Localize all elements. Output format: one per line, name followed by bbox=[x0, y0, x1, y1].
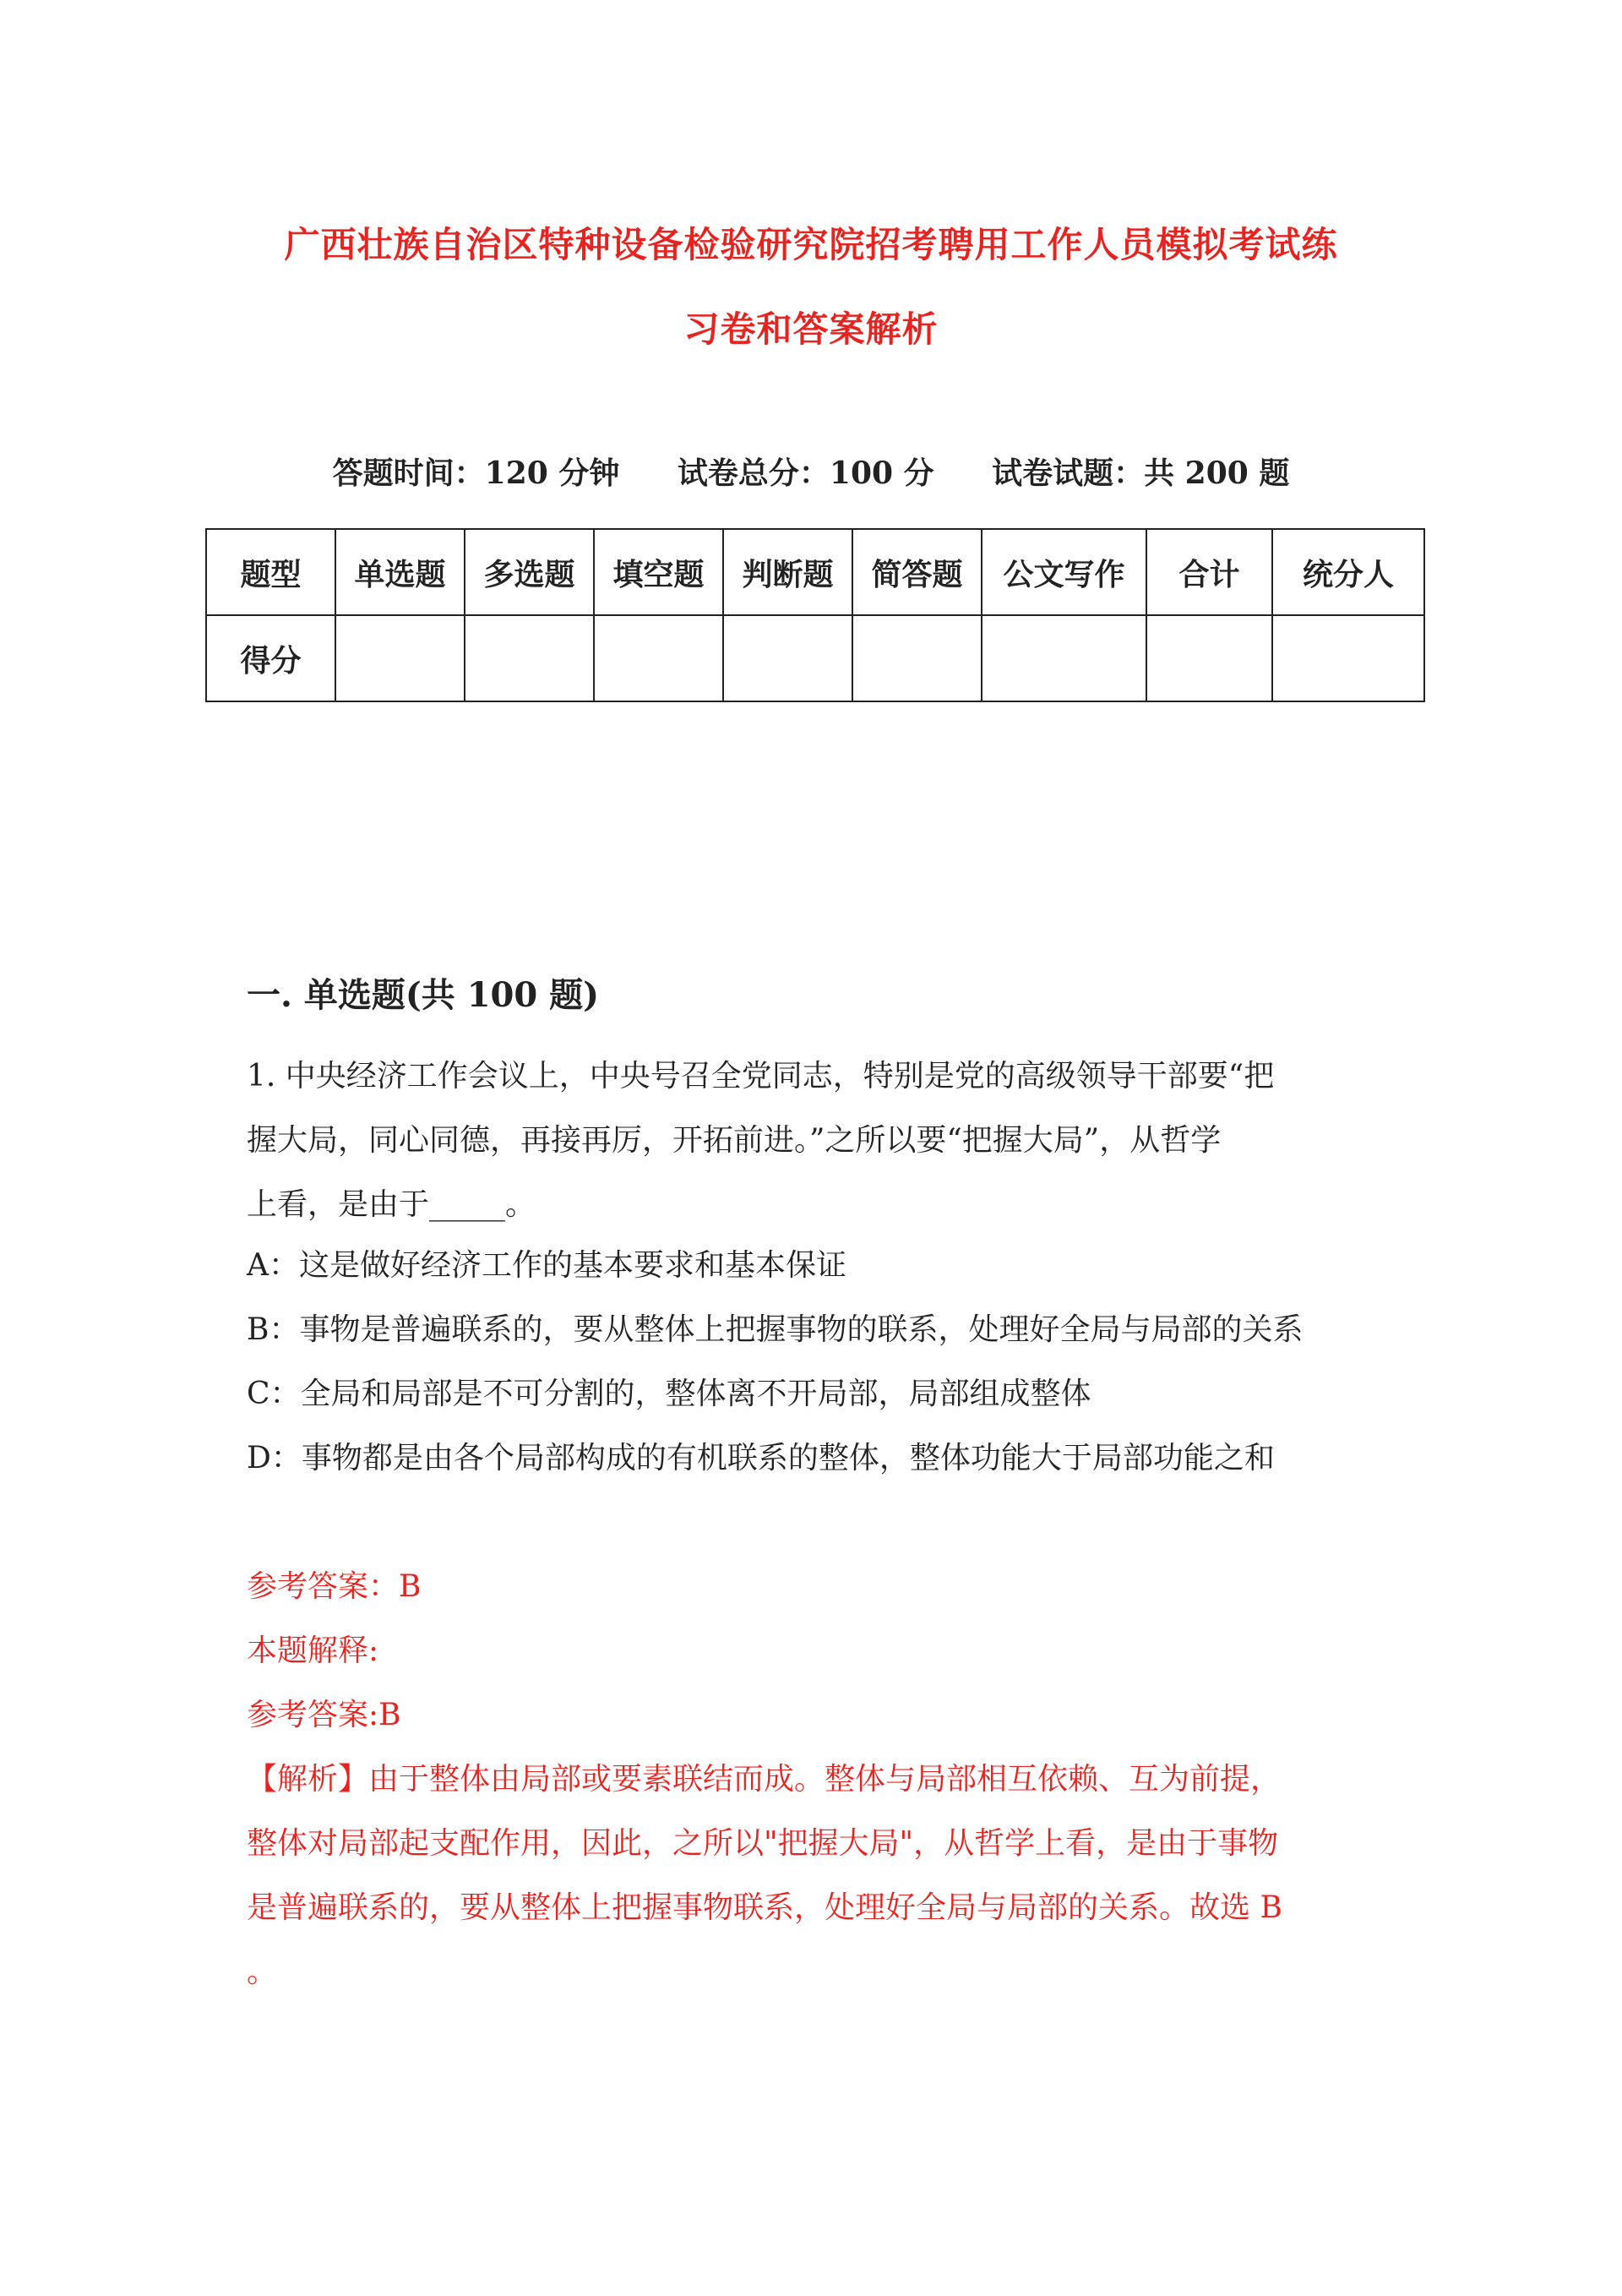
header-cell-type: 题型 bbox=[206, 529, 335, 615]
header-cell-single-choice: 单选题 bbox=[335, 529, 465, 615]
option-a: A：这是做好经济工作的基本要求和基本保证 bbox=[247, 1248, 846, 1283]
question-line: 上看，是由于_____。 bbox=[247, 1187, 536, 1222]
analysis-line: 是普遍联系的，要从整体上把握事物联系，处理好全局与局部的关系。故选 B bbox=[247, 1890, 1282, 1925]
explanation-label: 本题解释: bbox=[247, 1633, 379, 1668]
exam-total-score: 试卷总分：100 分 bbox=[677, 455, 934, 491]
score-cell bbox=[335, 615, 465, 701]
header-cell-total: 合计 bbox=[1146, 529, 1272, 615]
analysis-line: 【解析】由于整体由局部或要素联结而成。整体与局部相互依赖、互为前提， bbox=[247, 1762, 1282, 1797]
score-cell bbox=[1272, 615, 1424, 701]
option-d: D：事物都是由各个局部构成的有机联系的整体，整体功能大于局部功能之和 bbox=[247, 1441, 1275, 1475]
header-cell-short-answer: 简答题 bbox=[852, 529, 982, 615]
option-c: C：全局和局部是不可分割的，整体离不开局部，局部组成整体 bbox=[247, 1377, 1091, 1411]
score-cell bbox=[852, 615, 982, 701]
title-line-2: 习卷和答案解析 bbox=[683, 308, 939, 350]
title-line-1: 广西壮族自治区特种设备检验研究院招考聘用工作人员模拟考试练 bbox=[284, 224, 1338, 265]
section-title: 一. 单选题(共 100 题) bbox=[247, 975, 600, 1015]
score-cell bbox=[594, 615, 723, 701]
header-cell-multiple-choice: 多选题 bbox=[465, 529, 594, 615]
score-cell bbox=[723, 615, 852, 701]
score-table-header-row bbox=[206, 529, 1424, 615]
exam-info bbox=[203, 448, 1419, 499]
reference-answer-repeat: 参考答案:B bbox=[247, 1698, 401, 1732]
document-title bbox=[203, 203, 1419, 372]
exam-question-count: 试卷试题：共 200 题 bbox=[992, 455, 1290, 491]
exam-time: 答题时间：120 分钟 bbox=[332, 455, 620, 491]
header-cell-official-writing: 公文写作 bbox=[982, 529, 1146, 615]
question-line: 握大局，同心同德，再接再厉，开拓前进。”之所以要“把握大局”，从哲学 bbox=[247, 1123, 1222, 1158]
option-b: B：事物是普遍联系的，要从整体上把握事物的联系，处理好全局与局部的关系 bbox=[247, 1312, 1304, 1347]
row-label-score: 得分 bbox=[206, 615, 335, 701]
score-cell bbox=[982, 615, 1146, 701]
score-cell bbox=[1146, 615, 1272, 701]
score-table bbox=[205, 528, 1425, 702]
answer-block bbox=[247, 1555, 1429, 2004]
score-table-score-row bbox=[206, 615, 1424, 701]
question-stem bbox=[247, 1044, 1379, 1237]
header-cell-scorer: 统分人 bbox=[1272, 529, 1424, 615]
header-cell-true-false: 判断题 bbox=[723, 529, 852, 615]
header-cell-fill-blank: 填空题 bbox=[594, 529, 723, 615]
analysis-line: 整体对局部起支配作用，因此，之所以"把握大局"，从哲学上看，是由于事物 bbox=[247, 1826, 1279, 1861]
score-cell bbox=[465, 615, 594, 701]
reference-answer: 参考答案：B bbox=[247, 1569, 422, 1604]
question-line: 1. 中央经济工作会议上，中央号召全党同志，特别是党的高级领导干部要“把 bbox=[247, 1059, 1275, 1093]
question-options bbox=[247, 1234, 1429, 1491]
analysis-line: 。 bbox=[247, 1955, 278, 1989]
